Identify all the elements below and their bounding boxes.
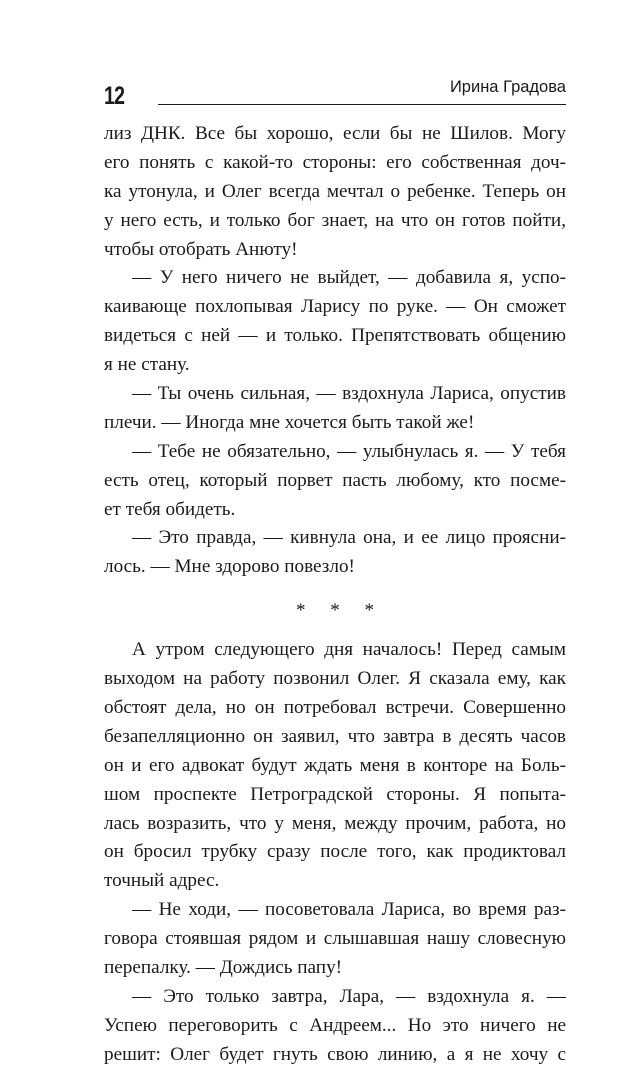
header-rule — [158, 104, 566, 105]
text-line: ка утонула, и Олег всегда мечтал о ребенке. Теперь он — [104, 180, 566, 202]
page-header — [104, 76, 566, 116]
section-separator: * * * — [296, 600, 384, 622]
text-line: лась возразить, что у меня, между прочим, работа, но — [104, 812, 566, 834]
text-line: безапелляционно он заявил, что завтра в десять часов — [104, 725, 566, 747]
text-line: — Ты очень сильная, — вздохнула Лариса, опустив — [132, 383, 566, 405]
text-line: лось. — Мне здорово повезло! — [104, 556, 355, 578]
text-line: — Это только завтра, Лара, — вздохнула я. — — [132, 985, 566, 1007]
running-head-author: Ирина Градова — [449, 78, 566, 96]
text-line: — У него ничего не выйдет, — добавила я, успо- — [132, 267, 566, 289]
text-line: точный адрес. — [104, 870, 220, 892]
text-line: шом проспекте Петроградской стороны. Я попыта- — [104, 783, 566, 805]
text-line: — Это правда, — кивнула она, и ее лицо проясни- — [132, 527, 566, 549]
text-line: его понять с какой-то стороны: его собственная доч- — [104, 151, 566, 173]
text-line: ет тебя обидеть. — [104, 498, 236, 520]
text-line: — Тебе не обязательно, — улыбнулась я. — У тебя — [132, 440, 566, 462]
page-number: 12 — [104, 82, 125, 110]
text-line: обстоят дела, но он потребовал встречи. Совершенно — [104, 697, 566, 719]
text-line: говора стоявшая рядом и слышавшая нашу словесную — [104, 928, 566, 950]
text-line: у него есть, и только бог знает, на что он готов пойти, — [104, 209, 566, 231]
text-line: решит: Олег будет гнуть свою линию, а я не хочу с — [104, 1043, 566, 1065]
text-line: есть отец, который порвет пасть любому, кто посме- — [104, 469, 566, 491]
text-line: он и его адвокат будут ждать меня в конторе на Боль- — [104, 754, 566, 776]
text-line: перепалку. — Дождись папу! — [104, 957, 343, 979]
text-line: лиз ДНК. Все бы хорошо, если бы не Шилов. Могу — [104, 123, 566, 144]
text-line: плечи. — Иногда мне хочется быть такой же! — [104, 411, 475, 433]
text-line: видеться с ней — и только. Препятствовать общению — [104, 325, 566, 347]
body-text — [104, 120, 566, 1070]
text-line: чтобы отобрать Анюту! — [104, 238, 298, 260]
text-line: я не стану. — [104, 354, 190, 376]
text-line: А утром следующего дня началось! Перед самым — [132, 639, 566, 661]
text-line: выходом на работу позвонил Олег. Я сказала ему, как — [104, 668, 566, 690]
text-line: — Не ходи, — посоветовала Лариса, во время раз- — [132, 899, 566, 921]
text-line: каивающе похлопывая Ларису по руке. — Он сможет — [104, 296, 566, 318]
text-line: Успею переговорить с Андреем... Но это ничего не — [104, 1014, 566, 1036]
text-line: он бросил трубку сразу после того, как продиктовал — [104, 841, 566, 863]
